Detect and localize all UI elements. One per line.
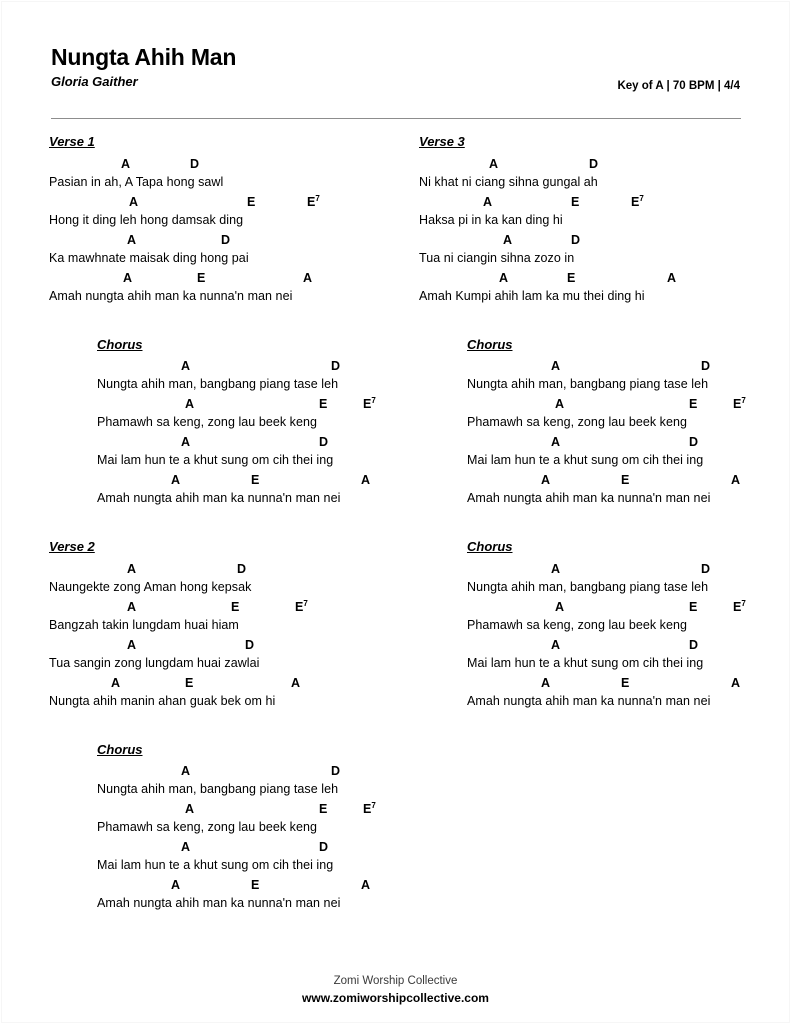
chord-lyric-line bbox=[419, 156, 769, 192]
chord-line bbox=[467, 637, 769, 654]
chord-D: D bbox=[319, 840, 329, 855]
chord-line bbox=[97, 434, 399, 451]
chord-lyric-line bbox=[419, 232, 769, 268]
lyric-line: Tua ni ciangin sihna zozo in bbox=[419, 250, 575, 265]
chord-A: A bbox=[171, 473, 181, 488]
chord-line bbox=[467, 396, 769, 413]
section-heading: Verse 3 bbox=[419, 134, 465, 149]
chord-A: A bbox=[171, 878, 181, 893]
chord-A: A bbox=[541, 675, 551, 690]
lyric-line: Amah nungta ahih man ka nunna'n man nei bbox=[467, 693, 711, 708]
chord-A: A bbox=[489, 156, 499, 171]
chord-A: A bbox=[551, 637, 561, 652]
chord-lyric-line bbox=[419, 270, 769, 306]
chord-E: E bbox=[689, 397, 698, 412]
chord-line bbox=[49, 599, 399, 616]
chord-D: D bbox=[571, 232, 581, 247]
lyric-line: Nungta ahih man, bangbang piang tase leh bbox=[467, 377, 709, 392]
chord-A: A bbox=[483, 194, 493, 209]
chord-E: E bbox=[247, 194, 256, 209]
chord-D: D bbox=[319, 435, 329, 450]
song-meta: Key of A | 70 BPM | 4/4 bbox=[617, 80, 740, 92]
chord-line bbox=[467, 561, 769, 578]
chord-lyric-line bbox=[419, 194, 769, 230]
chord-E: E bbox=[567, 270, 576, 285]
chord-A: A bbox=[121, 156, 131, 171]
left-column bbox=[49, 133, 399, 931]
lyric-line: Amah nungta ahih man ka nunna'n man nei bbox=[97, 896, 341, 911]
chord-E: E bbox=[231, 599, 240, 614]
chord-lyric-line bbox=[97, 763, 399, 799]
chord-A: A bbox=[303, 270, 313, 285]
lyric-line: Bangzah takin lungdam huai hiam bbox=[49, 617, 239, 632]
right-column bbox=[419, 133, 769, 729]
header-divider bbox=[51, 118, 741, 119]
chord-A: A bbox=[731, 675, 741, 690]
section-chorus bbox=[97, 336, 399, 509]
chord-A: A bbox=[127, 232, 137, 247]
chord-line bbox=[49, 561, 399, 578]
lyric-line: Amah nungta ahih man ka nunna'n man nei bbox=[467, 491, 711, 506]
chord-line bbox=[419, 194, 769, 211]
chord-lyric-line bbox=[97, 801, 399, 837]
lyric-line: Amah Kumpi ahih lam ka mu thei ding hi bbox=[419, 288, 645, 303]
chord-lyric-line bbox=[467, 637, 769, 673]
lyric-line: Haksa pi in ka kan ding hi bbox=[419, 212, 563, 227]
chord-lyric-line bbox=[49, 194, 399, 230]
chord-lyric-line bbox=[97, 358, 399, 394]
chord-extension: 7 bbox=[639, 193, 644, 203]
lyric-line: Tua sangin zong lungdam huai zawlai bbox=[49, 655, 260, 670]
chord-line bbox=[97, 763, 399, 780]
lyric-line: Nungta ahih man, bangbang piang tase leh bbox=[97, 377, 339, 392]
chord-A: A bbox=[541, 473, 551, 488]
chord-A: A bbox=[551, 435, 561, 450]
chord-A: A bbox=[129, 194, 139, 209]
chord-E: E bbox=[319, 397, 328, 412]
chord-lyric-line bbox=[97, 472, 399, 508]
chord-E7: $E^7$ bbox=[295, 598, 308, 614]
chord-A: A bbox=[555, 397, 565, 412]
chord-E: E bbox=[197, 270, 206, 285]
song-artist: Gloria Gaither bbox=[51, 74, 138, 90]
chord-lyric-line bbox=[49, 156, 399, 192]
chord-lyric-line bbox=[97, 434, 399, 470]
section-heading: Chorus bbox=[467, 336, 513, 352]
chord-extension: 7 bbox=[303, 598, 308, 608]
chord-line bbox=[49, 194, 399, 211]
chord-A: A bbox=[181, 840, 191, 855]
chord-lyric-line bbox=[467, 599, 769, 635]
lyric-line: Nungta ahih man, bangbang piang tase leh bbox=[467, 579, 709, 594]
section-heading: Verse 1 bbox=[49, 134, 95, 149]
section-heading: Chorus bbox=[97, 336, 143, 352]
chord-E7: $E^7$ bbox=[733, 396, 746, 412]
section-chorus bbox=[467, 538, 769, 711]
chord-A: A bbox=[667, 270, 677, 285]
chord-A: A bbox=[503, 232, 513, 247]
chord-line bbox=[97, 472, 399, 489]
chord-line bbox=[467, 434, 769, 451]
lyric-line: Phamawh sa keng, zong lau beek keng bbox=[467, 415, 687, 430]
chord-line bbox=[467, 358, 769, 375]
chord-E: E bbox=[621, 675, 630, 690]
section-chorus bbox=[97, 741, 399, 914]
lyric-line: Phamawh sa keng, zong lau beek keng bbox=[97, 415, 317, 430]
chord-lyric-line bbox=[49, 561, 399, 597]
chord-lyric-line bbox=[467, 434, 769, 470]
chord-A: A bbox=[181, 359, 191, 374]
footer-organization: Zomi Worship Collective bbox=[333, 974, 458, 987]
lyric-line: Phamawh sa keng, zong lau beek keng bbox=[467, 617, 687, 632]
chord-A: A bbox=[127, 599, 137, 614]
chord-line bbox=[419, 156, 769, 173]
chord-line bbox=[49, 675, 399, 692]
chord-line bbox=[467, 472, 769, 489]
chord-A: A bbox=[127, 561, 137, 576]
lyric-line: Nungta ahih man, bangbang piang tase leh bbox=[97, 782, 339, 797]
chord-lyric-line bbox=[49, 637, 399, 673]
section-heading: Chorus bbox=[467, 539, 513, 555]
chord-D: D bbox=[689, 637, 699, 652]
chord-D: D bbox=[245, 637, 255, 652]
chord-E7: $E^7$ bbox=[733, 598, 746, 614]
section-verse1 bbox=[49, 133, 399, 306]
chord-E7: $E^7$ bbox=[363, 801, 376, 817]
chord-A: A bbox=[551, 359, 561, 374]
chord-line bbox=[97, 839, 399, 856]
chord-A: A bbox=[111, 675, 121, 690]
chord-D: D bbox=[701, 359, 711, 374]
chord-lyric-line bbox=[97, 877, 399, 913]
chord-extension: 7 bbox=[741, 598, 746, 608]
section-chorus bbox=[467, 336, 769, 509]
chord-lyric-line bbox=[467, 675, 769, 711]
chord-D: D bbox=[190, 156, 200, 171]
section-heading: Verse 2 bbox=[49, 539, 95, 555]
chord-D: D bbox=[701, 561, 711, 576]
chord-line bbox=[49, 637, 399, 654]
section-heading: Chorus bbox=[97, 741, 143, 757]
chord-line bbox=[49, 270, 399, 287]
chord-D: D bbox=[237, 561, 247, 576]
lyric-line: Phamawh sa keng, zong lau beek keng bbox=[97, 820, 317, 835]
lyric-line: Nungta ahih manin ahan guak bek om hi bbox=[49, 693, 276, 708]
chord-E: E bbox=[251, 878, 260, 893]
chord-lyric-line bbox=[467, 561, 769, 597]
chord-line bbox=[97, 877, 399, 894]
chord-A: A bbox=[127, 637, 137, 652]
chord-lyric-line bbox=[49, 232, 399, 268]
chord-D: D bbox=[689, 435, 699, 450]
chord-A: A bbox=[123, 270, 133, 285]
chord-A: A bbox=[555, 599, 565, 614]
chord-lyric-line bbox=[49, 599, 399, 635]
chord-A: A bbox=[185, 397, 195, 412]
chord-lyric-line bbox=[467, 396, 769, 432]
chord-E: E bbox=[571, 194, 580, 209]
chord-line bbox=[97, 358, 399, 375]
chord-D: D bbox=[589, 156, 599, 171]
chord-line bbox=[467, 599, 769, 616]
lyric-line: Hong it ding leh hong damsak ding bbox=[49, 212, 244, 227]
chord-A: A bbox=[499, 270, 509, 285]
lyric-line: Naungekte zong Aman hong kepsak bbox=[49, 579, 252, 594]
lyric-line: Ka mawhnate maisak ding hong pai bbox=[49, 250, 249, 265]
document-footer bbox=[1, 973, 790, 1007]
chord-A: A bbox=[551, 561, 561, 576]
chord-A: A bbox=[361, 473, 371, 488]
chord-A: A bbox=[731, 473, 741, 488]
chord-line bbox=[49, 232, 399, 249]
page-title: Nungta Ahih Man bbox=[51, 44, 237, 70]
chord-lyric-line bbox=[467, 358, 769, 394]
chord-A: A bbox=[181, 435, 191, 450]
chord-E: E bbox=[185, 675, 194, 690]
lyric-line: Pasian in ah, A Tapa hong sawl bbox=[49, 174, 224, 189]
chord-extension: 7 bbox=[371, 396, 376, 406]
chord-A: A bbox=[291, 675, 301, 690]
lyric-line: Mai lam hun te a khut sung om cih thei ing bbox=[467, 453, 704, 468]
chord-E7: $E^7$ bbox=[307, 193, 320, 209]
chord-lyric-line bbox=[97, 396, 399, 432]
lyric-line: Ni khat ni ciang sihna gungal ah bbox=[419, 174, 598, 189]
chord-E: E bbox=[689, 599, 698, 614]
lyric-line: Mai lam hun te a khut sung om cih thei ing bbox=[97, 453, 334, 468]
chord-line bbox=[419, 270, 769, 287]
chord-D: D bbox=[331, 359, 341, 374]
chord-line bbox=[49, 156, 399, 173]
chord-extension: 7 bbox=[741, 396, 746, 406]
chord-line bbox=[419, 232, 769, 249]
lyric-line: Mai lam hun te a khut sung om cih thei ing bbox=[467, 655, 704, 670]
chord-extension: 7 bbox=[371, 801, 376, 811]
chord-line bbox=[467, 675, 769, 692]
chord-lyric-line bbox=[97, 839, 399, 875]
chord-line bbox=[97, 801, 399, 818]
chord-E7: $E^7$ bbox=[631, 193, 644, 209]
chord-lyric-line bbox=[49, 270, 399, 306]
chord-E: E bbox=[621, 473, 630, 488]
chord-A: A bbox=[361, 878, 371, 893]
section-verse2 bbox=[49, 538, 399, 711]
chord-A: A bbox=[185, 802, 195, 817]
section-verse3 bbox=[419, 133, 769, 306]
chord-A: A bbox=[181, 764, 191, 779]
chord-E7: $E^7$ bbox=[363, 396, 376, 412]
lyric-line: Amah nungta ahih man ka nunna'n man nei bbox=[49, 288, 293, 303]
chord-E: E bbox=[319, 802, 328, 817]
document-header bbox=[51, 45, 740, 107]
lyric-line: Mai lam hun te a khut sung om cih thei ing bbox=[97, 858, 334, 873]
lyric-line: Amah nungta ahih man ka nunna'n man nei bbox=[97, 491, 341, 506]
chord-line bbox=[97, 396, 399, 413]
chord-D: D bbox=[221, 232, 231, 247]
chord-E: E bbox=[251, 473, 260, 488]
chord-lyric-line bbox=[49, 675, 399, 711]
chord-extension: 7 bbox=[315, 193, 320, 203]
footer-website: www.zomiworshipcollective.com bbox=[302, 990, 489, 1005]
chord-lyric-line bbox=[467, 472, 769, 508]
chord-D: D bbox=[331, 764, 341, 779]
